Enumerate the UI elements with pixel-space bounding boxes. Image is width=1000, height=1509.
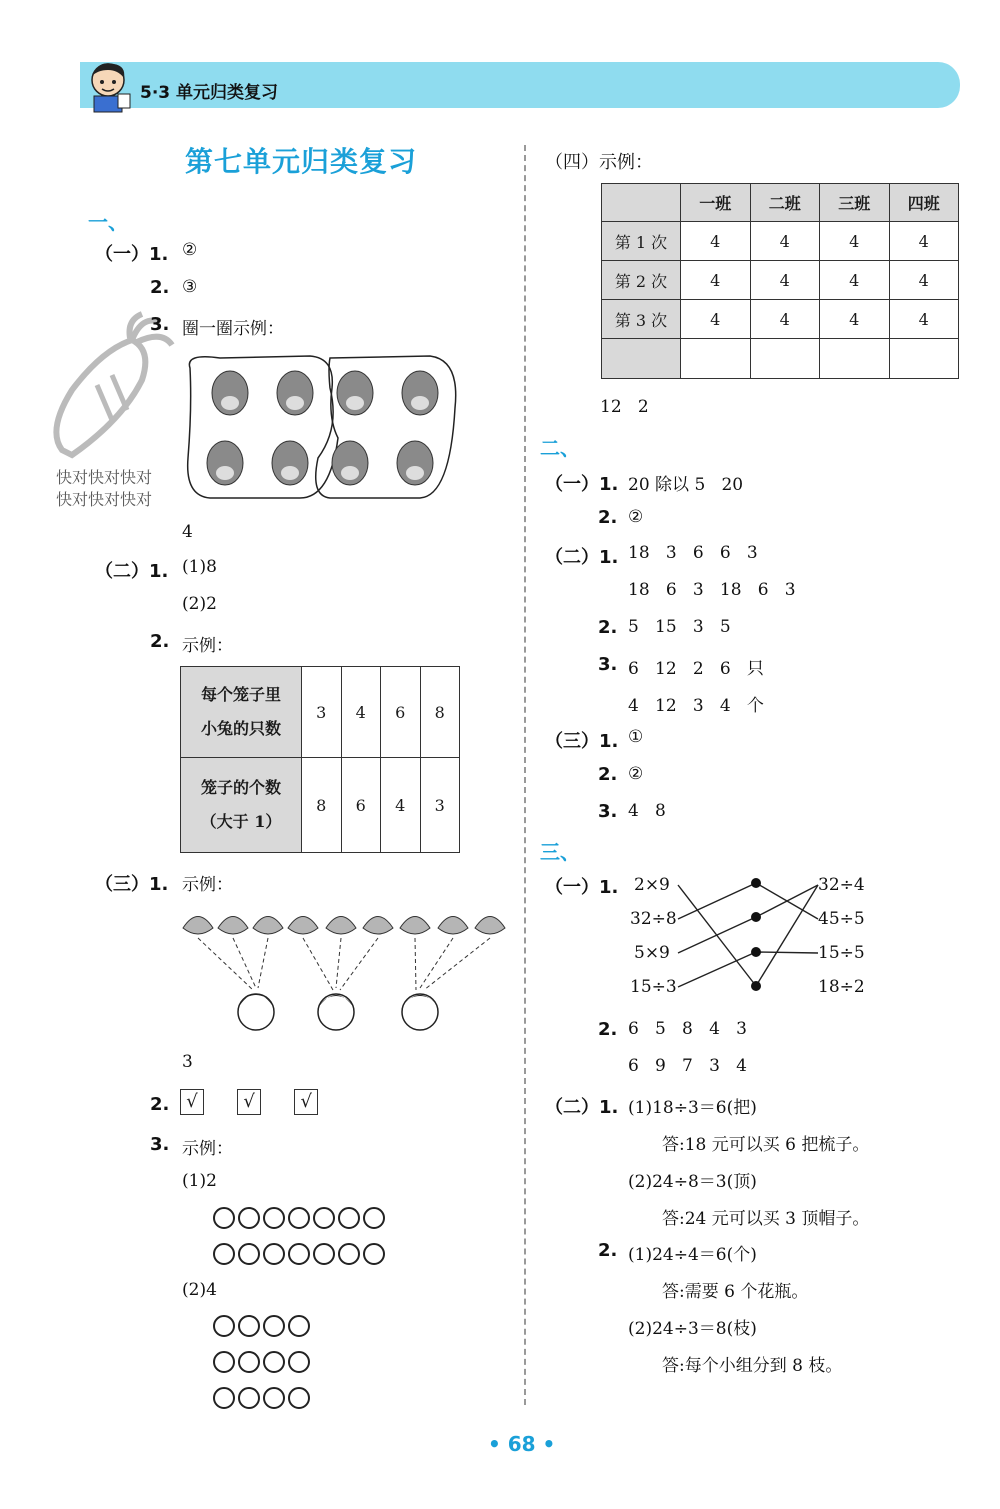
table-cell: 4 bbox=[681, 222, 751, 261]
answer: 示例： bbox=[182, 875, 233, 895]
table-cell: 6 bbox=[341, 758, 381, 853]
answer: 答:需要 6 个花瓶。 bbox=[662, 1282, 809, 1302]
table-cell: 4 bbox=[750, 261, 820, 300]
circle-icon bbox=[213, 1351, 235, 1373]
question-number: 2. bbox=[150, 277, 170, 298]
table-header: 一班 bbox=[681, 184, 751, 222]
circle-icon bbox=[263, 1351, 285, 1373]
table-cell bbox=[889, 339, 959, 379]
circle-icon bbox=[238, 1351, 260, 1373]
match-right: 18÷2 bbox=[818, 977, 865, 997]
bananas-illustration bbox=[178, 900, 508, 1045]
checkbox-mark: √ bbox=[237, 1089, 261, 1115]
row-header: 第 3 次 bbox=[602, 300, 681, 339]
question-number: 3. bbox=[150, 314, 170, 335]
match-left: 5×9 bbox=[634, 943, 670, 963]
table-cell: 4 bbox=[820, 222, 890, 261]
answer: 圈一圈示例： bbox=[182, 319, 284, 339]
part-3-label: （三）1. bbox=[95, 874, 169, 895]
answer: (2)24÷8＝3(顶) bbox=[628, 1172, 757, 1192]
circle-icon bbox=[213, 1387, 235, 1409]
circle-icon bbox=[263, 1207, 285, 1229]
table-row bbox=[602, 300, 959, 339]
question-number: 2. bbox=[150, 631, 170, 652]
answer: 答:18 元可以买 6 把梳子。 bbox=[662, 1135, 870, 1155]
answer: 5 15 3 5 bbox=[628, 617, 731, 637]
answer: 4 8 bbox=[628, 801, 666, 821]
circle-icon bbox=[363, 1243, 385, 1265]
answer: 20 除以 5 20 bbox=[628, 475, 744, 495]
circle-icon bbox=[288, 1207, 310, 1229]
answer: 12 2 bbox=[600, 397, 649, 417]
mascot-icon bbox=[84, 58, 134, 114]
table-header bbox=[602, 184, 681, 222]
circle-icon bbox=[213, 1243, 235, 1265]
table-header: 三班 bbox=[820, 184, 890, 222]
circle-group-2 bbox=[213, 1315, 313, 1413]
question-number: 2. bbox=[598, 1240, 618, 1261]
table-row bbox=[602, 261, 959, 300]
circle-icon bbox=[238, 1387, 260, 1409]
answer: 示例： bbox=[182, 1139, 233, 1159]
page-title: 第七单元归类复习 bbox=[185, 145, 418, 178]
class-table bbox=[601, 183, 959, 379]
table-cell: 4 bbox=[750, 222, 820, 261]
question-number: 2. bbox=[150, 1094, 170, 1115]
table-cell: 4 bbox=[889, 261, 959, 300]
match-right: 45÷5 bbox=[818, 909, 865, 929]
table-row bbox=[181, 667, 460, 758]
answer: (1)2 bbox=[182, 1171, 217, 1191]
answer: ② bbox=[182, 240, 198, 260]
circle-icon bbox=[238, 1207, 260, 1229]
table-cell bbox=[681, 339, 751, 379]
answer: ② bbox=[628, 507, 644, 527]
answer: ① bbox=[628, 727, 644, 747]
table-cell: 4 bbox=[381, 758, 421, 853]
part-label: （一）1. bbox=[545, 877, 619, 898]
checkbox-mark: √ bbox=[294, 1089, 318, 1115]
table-header: 二班 bbox=[750, 184, 820, 222]
circle-icon bbox=[313, 1243, 335, 1265]
row-header-line: 每个笼子里 bbox=[200, 685, 281, 704]
answer: 6 12 2 6 只 bbox=[628, 659, 764, 679]
match-left: 15÷3 bbox=[630, 977, 677, 997]
circle-icon bbox=[288, 1387, 310, 1409]
answer: 答:24 元可以买 3 顶帽子。 bbox=[662, 1209, 870, 1229]
answer: ③ bbox=[182, 277, 198, 297]
circle-icon bbox=[263, 1243, 285, 1265]
matching-lines bbox=[676, 870, 826, 1005]
table-cell: 4 bbox=[820, 261, 890, 300]
page-number-value: 68 bbox=[507, 1432, 536, 1456]
answer: (2)2 bbox=[182, 594, 217, 614]
header-label: 5·3 单元归类复习 bbox=[140, 83, 279, 103]
table-cell: 4 bbox=[889, 300, 959, 339]
row-header: 第 2 次 bbox=[602, 261, 681, 300]
circle-icon bbox=[263, 1315, 285, 1337]
circle-icon bbox=[288, 1243, 310, 1265]
checkbox-group bbox=[180, 1089, 346, 1115]
circle-icon bbox=[288, 1351, 310, 1373]
answer: ② bbox=[628, 764, 644, 784]
table-cell: 4 bbox=[750, 300, 820, 339]
table-cell: 6 bbox=[381, 667, 421, 758]
circle-group-1 bbox=[213, 1207, 388, 1269]
question-number: 2. bbox=[598, 764, 618, 785]
row-header-line: （大于 1） bbox=[200, 812, 282, 831]
table-cell bbox=[820, 339, 890, 379]
circle-icon bbox=[238, 1315, 260, 1337]
circle-icon bbox=[313, 1207, 335, 1229]
table-row bbox=[602, 339, 959, 379]
answer: (1)18÷3＝6(把) bbox=[628, 1098, 757, 1118]
section-1-label: 一、 bbox=[88, 210, 128, 234]
table-cell: 3 bbox=[302, 667, 342, 758]
part-label: （三）1. bbox=[545, 731, 619, 752]
answer: 4 bbox=[182, 522, 193, 542]
answer: (1)8 bbox=[182, 557, 217, 577]
page-number: • 68 • bbox=[488, 1432, 556, 1456]
table-cell: 8 bbox=[302, 758, 342, 853]
table-header: 四班 bbox=[889, 184, 959, 222]
column-divider bbox=[524, 145, 526, 1405]
answer: 6 5 8 4 3 bbox=[628, 1019, 747, 1039]
circle-icon bbox=[338, 1243, 360, 1265]
question-number: 3. bbox=[598, 654, 618, 675]
sidebar-text bbox=[56, 467, 152, 511]
part-label: （一）1. bbox=[545, 474, 619, 495]
match-right: 32÷4 bbox=[818, 875, 865, 895]
answer: (2)4 bbox=[182, 1280, 217, 1300]
part-2-label: （二）1. bbox=[95, 561, 169, 582]
circle-icon bbox=[338, 1207, 360, 1229]
row-header bbox=[181, 667, 302, 758]
match-left: 32÷8 bbox=[630, 909, 677, 929]
circle-icon bbox=[213, 1207, 235, 1229]
circle-icon bbox=[288, 1315, 310, 1337]
part-label: （二）1. bbox=[545, 1097, 619, 1118]
table-row bbox=[181, 758, 460, 853]
answer: 18 6 3 18 6 3 bbox=[628, 580, 796, 600]
part-4-label: （四）示例： bbox=[545, 152, 653, 173]
match-right: 15÷5 bbox=[818, 943, 865, 963]
circle-icon bbox=[363, 1207, 385, 1229]
answer: 答:每个小组分到 8 枝。 bbox=[662, 1356, 843, 1376]
circle-icon bbox=[213, 1315, 235, 1337]
row-header-line: 笼子的个数 bbox=[200, 778, 281, 797]
question-number: 2. bbox=[598, 617, 618, 638]
circle-icon bbox=[238, 1243, 260, 1265]
table-cell: 3 bbox=[420, 758, 460, 853]
answer: 3 bbox=[182, 1052, 193, 1072]
row-header bbox=[181, 758, 302, 853]
row-header: 第 1 次 bbox=[602, 222, 681, 261]
question-number: 2. bbox=[598, 507, 618, 528]
row-header-line: 小兔的只数 bbox=[200, 719, 281, 738]
question-number: 2. bbox=[598, 1019, 618, 1040]
table-cell bbox=[750, 339, 820, 379]
part-1-label: （一）1. bbox=[95, 244, 169, 265]
answer: 4 12 3 4 个 bbox=[628, 696, 764, 716]
answer: (1)24÷4＝6(个) bbox=[628, 1245, 757, 1265]
cows-illustration bbox=[180, 348, 465, 503]
answer: 18 3 6 6 3 bbox=[628, 543, 758, 563]
checkbox-mark: √ bbox=[180, 1089, 204, 1115]
part-label: （二）1. bbox=[545, 547, 619, 568]
section-3-label: 三、 bbox=[540, 840, 580, 864]
sidebar-line: 快对快对快对 bbox=[56, 468, 153, 487]
question-number: 3. bbox=[598, 801, 618, 822]
match-left: 2×9 bbox=[634, 875, 670, 895]
answer: 6 9 7 3 4 bbox=[628, 1056, 747, 1076]
table-cell: 4 bbox=[820, 300, 890, 339]
table-cell: 4 bbox=[889, 222, 959, 261]
rabbit-table bbox=[180, 666, 460, 853]
answer: (2)24÷3＝8(枝) bbox=[628, 1319, 757, 1339]
table-header-row bbox=[602, 184, 959, 222]
section-2-label: 二、 bbox=[540, 436, 580, 460]
table-cell: 4 bbox=[681, 300, 751, 339]
table-cell: 4 bbox=[341, 667, 381, 758]
table-row bbox=[602, 222, 959, 261]
question-number: 3. bbox=[150, 1134, 170, 1155]
answer: 示例： bbox=[182, 636, 233, 656]
row-header bbox=[602, 339, 681, 379]
table-cell: 8 bbox=[420, 667, 460, 758]
sidebar-line: 快对快对快对 bbox=[56, 490, 153, 509]
circle-icon bbox=[263, 1387, 285, 1409]
table-cell: 4 bbox=[681, 261, 751, 300]
